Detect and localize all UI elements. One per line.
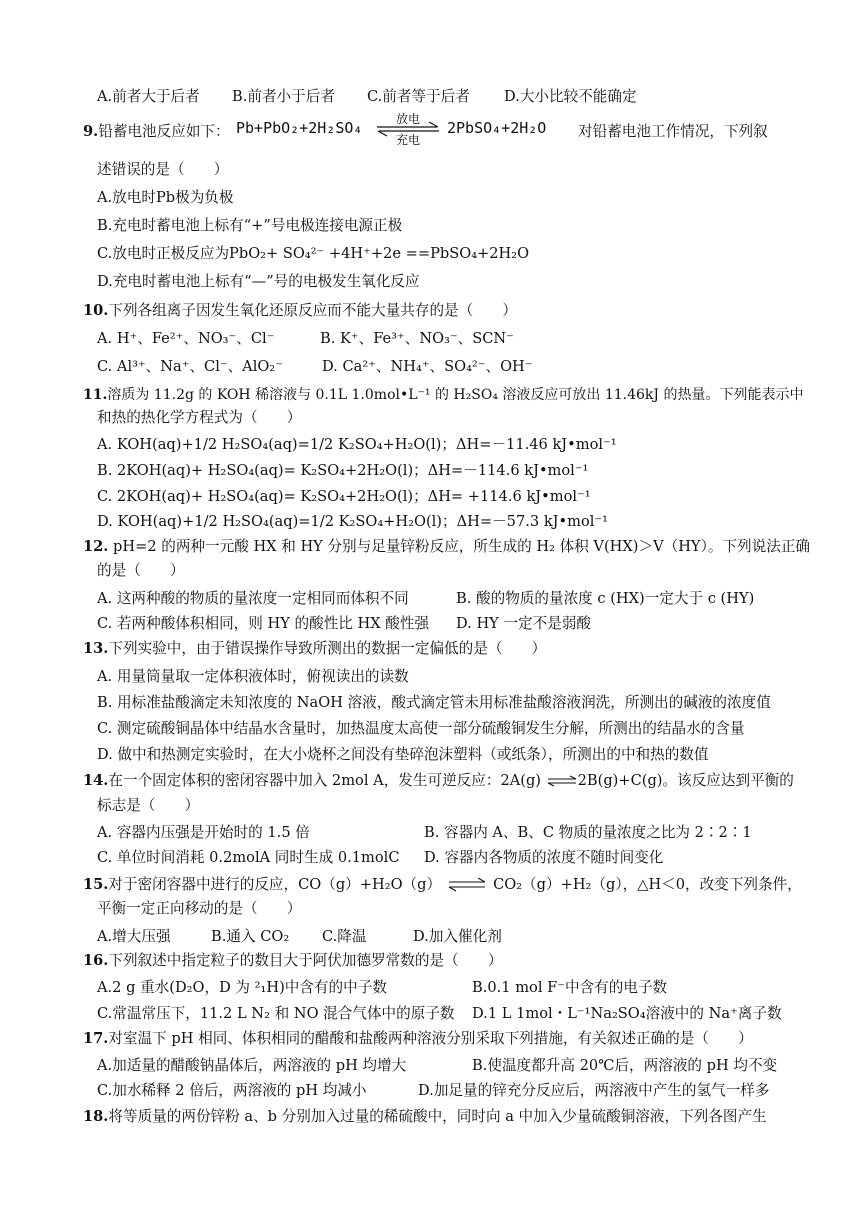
q13-number: 13.	[83, 640, 109, 657]
q16-number: 16.	[83, 952, 109, 969]
q13-stem	[83, 639, 546, 659]
q17-option-d: D.加足量的锌充分反应后，两溶液中产生的氢气一样多	[418, 1082, 770, 1099]
q15-stem-pre: 对于密闭容器中进行的反应，CO（g）+H₂O（g）	[108, 876, 442, 893]
q15-option-d: D.加入催化剂	[413, 928, 502, 945]
q18-stem	[83, 1107, 767, 1127]
q8-option-b: B.前者小于后者	[232, 88, 335, 105]
q9-option-b: B.充电时蓄电池上标有“+”号电极连接电源正极	[97, 217, 403, 234]
q9-option-a: A.放电时Pb极为负极	[97, 189, 234, 206]
q17-stem-text: 对室温下 pH 相同、体积相同的醋酸和盐酸两种溶液分别采取下列措施，有关叙述正确的是（ ）	[108, 1030, 753, 1047]
q14-option-b: B. 容器内 A、B、C 物质的量浓度之比为 2∶2∶1	[424, 824, 752, 841]
q12-stem-text: pH=2 的两种一元酸 HX 和 HY 分别与足量锌粉反应，所生成的 H₂ 体积 V(HX)＞V（HY）。下列说法正确	[108, 538, 811, 555]
q9-equation-left: Pb+PbO₂+2H₂SO₄	[236, 119, 363, 137]
q18-stem-text: 将等质量的两份锌粉 a、b 分别加入过量的稀硫酸中，同时向 a 中加入少量硫酸铜溶液，下列各图产生	[108, 1108, 767, 1125]
q9-stem-post: 对铅蓄电池工作情况，下列叙	[578, 123, 768, 140]
q14-stem	[83, 771, 794, 791]
q14-option-d: D. 容器内各物质的浓度不随时间变化	[424, 849, 664, 866]
q17-option-c: C.加水稀释 2 倍后，两溶液的 pH 均减小	[97, 1082, 367, 1099]
q9-arrow-top-label: 放电	[395, 112, 420, 126]
q13-option-b: B. 用标准盐酸滴定未知浓度的 NaOH 溶液，酸式滴定管未用标准盐酸溶液润洗，所测出的碱液的浓度值	[97, 694, 771, 711]
q15-option-c: C.降温	[322, 928, 367, 945]
q17-number: 17.	[83, 1030, 109, 1047]
q16-option-a: A.2 g 重水(D₂O，D 为 ²₁H)中含有的中子数	[97, 979, 387, 996]
q13-stem-text: 下列实验中，由于错误操作导致所测出的数据一定偏低的是（ ）	[108, 640, 547, 657]
q13-option-a: A. 用量筒量取一定体积液体时，俯视读出的读数	[97, 668, 409, 685]
q14-option-a: A. 容器内压强是开始时的 1.5 倍	[97, 824, 310, 841]
q16-option-c: C.常温常压下，11.2 L N₂ 和 NO 混合气体中的原子数	[97, 1005, 455, 1022]
q8-option-d: D.大小比较不能确定	[504, 88, 637, 105]
q14-stem-pre: 在一个固定体积的密闭容器中加入 2mol A，发生可逆反应：2A(g)	[108, 772, 546, 789]
q13-option-c: C. 测定硫酸铜晶体中结晶水含量时，加热温度太高使一部分硫酸铜发生分解，所测出的结晶水的含量	[97, 720, 745, 737]
q10-option-d: D. Ca²⁺、NH₄⁺、SO₄²⁻、OH⁻	[322, 358, 533, 375]
q17-option-a: A.加适量的醋酸钠晶体后，两溶液的 pH 均增大	[97, 1057, 407, 1074]
q17-stem	[83, 1029, 753, 1049]
q9-equation-right: 2PbSO₄+2H₂O	[447, 119, 547, 137]
q9-stem-line2: 述错误的是（ ）	[97, 161, 229, 178]
q10-stem	[83, 301, 517, 321]
q10-option-c: C. Al³⁺、Na⁺、Cl⁻、AlO₂⁻	[97, 358, 283, 375]
q12-option-a: A. 这两种酸的物质的量浓度一定相同而体积不同	[97, 590, 409, 607]
q12-stem	[83, 537, 810, 557]
q9-option-d: D.充电时蓄电池上标有“—”号的电极发生氧化反应	[97, 273, 420, 290]
q14-option-c: C. 单位时间消耗 0.2molA 同时生成 0.1molC	[97, 849, 400, 866]
q11-stem-line2: 和热的热化学方程式为（ ）	[97, 409, 302, 426]
q9-number: 9.	[83, 123, 99, 140]
equilibrium-arrow-icon	[546, 775, 578, 787]
q11-stem	[83, 385, 803, 405]
q12-stem-line2: 的是（ ）	[97, 562, 185, 579]
q10-stem-text: 下列各组离子因发生氧化还原反应而不能大量共存的是（ ）	[108, 302, 518, 319]
equilibrium-arrow-icon	[445, 878, 489, 892]
q12-number: 12.	[83, 538, 109, 555]
q10-option-a: A. H⁺、Fe²⁺、NO₃⁻、Cl⁻	[97, 330, 275, 347]
q11-option-a: A. KOH(aq)+1/2 H₂SO₄(aq)=1/2 K₂SO₄+H₂O(l)；ΔH=－11.46 kJ•mol⁻¹	[97, 436, 617, 453]
q15-option-a: A.增大压强	[97, 928, 171, 945]
q8-option-c: C.前者等于后者	[367, 88, 470, 105]
q8-option-a: A.前者大于后者	[97, 88, 200, 105]
q17-option-b: B.使温度都升高 20℃后，两溶液的 pH 均不变	[472, 1057, 778, 1074]
q9-stem-pre: 铅蓄电池反应如下：	[98, 123, 230, 140]
q16-stem	[83, 951, 502, 971]
q14-stem-line2: 标志是（ ）	[97, 797, 200, 814]
q14-number: 14.	[83, 772, 109, 789]
q9-stem-start	[83, 122, 230, 142]
q18-number: 18.	[83, 1108, 109, 1125]
q9-arrow-bottom-label: 充电	[395, 133, 420, 147]
q15-number: 15.	[83, 876, 109, 893]
q15-stem-line2: 平衡一定正向移动的是（ ）	[97, 900, 302, 917]
q16-option-b: B.0.1 mol F⁻中含有的电子数	[472, 979, 668, 996]
q11-option-b: B. 2KOH(aq)+ H₂SO₄(aq)= K₂SO₄+2H₂O(l)；ΔH=－114.6 kJ•mol⁻¹	[97, 462, 589, 479]
q16-option-d: D.1 L 1mol・L⁻¹Na₂SO₄溶液中的 Na⁺离子数	[472, 1005, 782, 1022]
q8-options	[97, 87, 637, 107]
q13-option-d: D. 做中和热测定实验时，在大小烧杯之间没有垫碎泡沫塑料（或纸条），所测出的中和热的数值	[97, 746, 709, 763]
q14-stem-post: 2B(g)+C(g)。该反应达到平衡的	[577, 772, 794, 789]
q16-stem-text: 下列叙述中指定粒子的数目大于阿伏加德罗常数的是（ ）	[108, 952, 503, 969]
q15-stem-post: CO₂（g）+H₂（g），△H＜0，改变下列条件，	[493, 876, 802, 893]
q11-stem-text: 溶质为 11.2g 的 KOH 稀溶液与 0.1L 1.0mol•L⁻¹ 的 H₂SO₄ 溶液反应可放出 11.46kJ 的热量。下列能表示中	[107, 387, 804, 403]
q9-option-c: C.放电时正极反应为PbO₂+ SO₄²⁻ +4H⁺+2e ==PbSO₄+2H₂O	[97, 245, 530, 262]
q9-reversible-arrow	[373, 112, 443, 146]
q15-stem	[83, 875, 802, 895]
q11-option-c: C. 2KOH(aq)+ H₂SO₄(aq)= K₂SO₄+2H₂O(l)；ΔH= +114.6 kJ•mol⁻¹	[97, 488, 591, 505]
q10-number: 10.	[83, 302, 109, 319]
q15-option-b: B.通入 CO₂	[211, 928, 290, 945]
q15-options	[97, 927, 502, 947]
q12-option-b: B. 酸的物质的量浓度 c (HX)一定大于 c (HY)	[456, 590, 755, 607]
q10-option-b: B. K⁺、Fe³⁺、NO₃⁻、SCN⁻	[320, 330, 514, 347]
q11-number: 11.	[83, 387, 108, 403]
q12-option-d: D. HY 一定不是弱酸	[456, 615, 592, 632]
q11-option-d: D. KOH(aq)+1/2 H₂SO₄(aq)=1/2 K₂SO₄+H₂O(l)；ΔH=－57.3 kJ•mol⁻¹	[97, 513, 608, 530]
q12-option-c: C. 若两种酸体积相同，则 HY 的酸性比 HX 酸性强	[97, 615, 430, 632]
